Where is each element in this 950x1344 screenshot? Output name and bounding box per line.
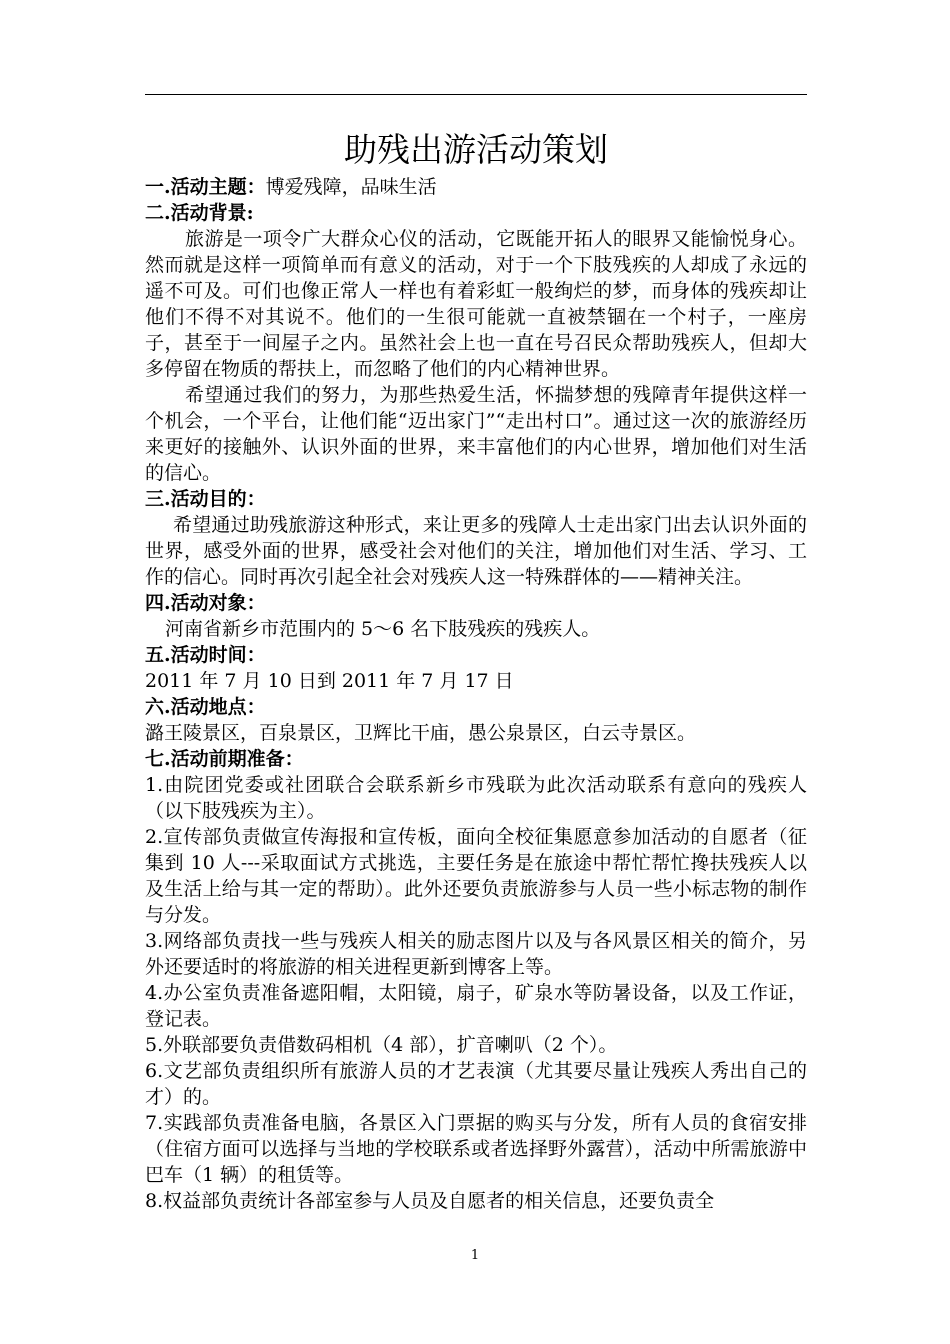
section-location-title: 六.活动地点	[145, 696, 247, 718]
section-location-colon: ：	[246, 696, 266, 718]
preparation-item-1: 1.由院团党委或社团联合会联系新乡市残联为此次活动联系有意向的残疾人（以下肢残疾为主）。	[145, 774, 807, 822]
preparation-item-8: 8.权益部负责统计各部室参与人员及自愿者的相关信息，还要负责全	[145, 1190, 715, 1212]
section-background-colon: :	[246, 202, 254, 224]
section-background-heading	[145, 200, 807, 226]
header-rule	[145, 94, 807, 95]
preparation-item-2: 2.宣传部负责做宣传海报和宣传板，面向全校征集愿意参加活动的自愿者（征集到 10 人---采取面试方式挑选，主要任务是在旅途中帮忙帮忙搀扶残疾人以及生活上给与其一定的帮助）。此外还要负责旅游参与人员一些小标志物的制作与分发。	[145, 826, 807, 926]
time-paragraph: 2011 年 7 月 10 日到 2011 年 7 月 17 日	[145, 670, 514, 692]
section-time-title: 五.活动时间	[145, 644, 247, 666]
section-audience-title: 四.活动对象	[145, 592, 247, 614]
location-paragraph: 潞王陵景区，百泉景区，卫辉比干庙，愚公泉景区，白云寺景区。	[145, 722, 697, 744]
section-theme-heading: 一.活动主题	[145, 176, 247, 198]
section-preparation-heading	[145, 746, 807, 772]
section-location-heading	[145, 694, 807, 720]
background-paragraph-2: 希望通过我们的努力，为那些热爱生活，怀揣梦想的残障青年提供这样一个机会，一个平台，让他们能“迈出家门”“走出村口”。通过这一次的旅游经历来更好的接触外、认识外面的世界，来丰富他们的内心世界，增加他们对生活的信心。	[145, 384, 807, 484]
section-theme-colon: ：	[246, 176, 266, 198]
section-preparation-colon: ：	[284, 748, 304, 770]
document-body	[145, 128, 807, 1214]
preparation-item-3: 3.网络部负责找一些与残疾人相关的励志图片以及与各风景区相关的简介，另外还要适时的将旅游的相关进程更新到博客上等。	[145, 930, 807, 978]
preparation-item-6: 6.文艺部负责组织所有旅游人员的才艺表演（尤其要尽量让残疾人秀出自己的才）的。	[145, 1060, 807, 1108]
preparation-item-4: 4.办公室负责准备遮阳帽，太阳镜，扇子，矿泉水等防暑设备，以及工作证，登记表。	[145, 982, 807, 1030]
background-paragraph-1: 旅游是一项令广大群众心仪的活动，它既能开拓人的眼界又能愉悦身心。然而就是这样一项简单而有意义的活动，对于一个下肢残疾的人却成了永远的遥不可及。可们也像正常人一样也有着彩虹一般绚烂的梦，而身体的残疾却让他们不得不对其说不。他们的一生很可能就一直被禁锢在一个村子，一座房子，甚至于一间屋子之内。虽然社会上也一直在号召民众帮助残疾人，但却大多停留在物质的帮扶上，而忽略了他们的内心精神世界。	[145, 228, 807, 380]
preparation-item-5: 5.外联部要负责借数码相机（4 部），扩音喇叭（2 个）。	[145, 1034, 618, 1056]
section-background-title: 二.活动背景	[145, 202, 247, 224]
section-time-heading	[145, 642, 807, 668]
preparation-item-7: 7.实践部负责准备电脑，各景区入门票据的购买与分发，所有人员的食宿安排（住宿方面可以选择与当地的学校联系或者选择野外露营），活动中所需旅游中巴车（1 辆）的租赁等。	[145, 1112, 807, 1186]
section-purpose-title: 三.活动目的	[145, 488, 247, 510]
section-theme-value: 博爱残障，品味生活	[265, 176, 437, 198]
section-audience-colon: ：	[246, 592, 266, 614]
purpose-paragraph: 希望通过助残旅游这种形式，来让更多的残障人士走出家门出去认识外面的世界，感受外面的世界，感受社会对他们的关注，增加他们对生活、学习、工作的信心。同时再次引起全社会对残疾人这一特殊群体的——精神关注。	[145, 514, 807, 588]
section-theme	[145, 174, 807, 200]
page-number: 1	[470, 1248, 480, 1263]
section-preparation-title: 七.活动前期准备	[145, 748, 285, 770]
section-audience-heading	[145, 590, 807, 616]
section-purpose-colon: ：	[246, 488, 266, 510]
audience-paragraph: 河南省新乡市范围内的 5～6 名下肢残疾的残疾人。	[165, 618, 601, 640]
section-time-colon: ：	[246, 644, 266, 666]
section-purpose-heading	[145, 486, 807, 512]
page-title: 助残出游活动策划	[344, 130, 608, 169]
